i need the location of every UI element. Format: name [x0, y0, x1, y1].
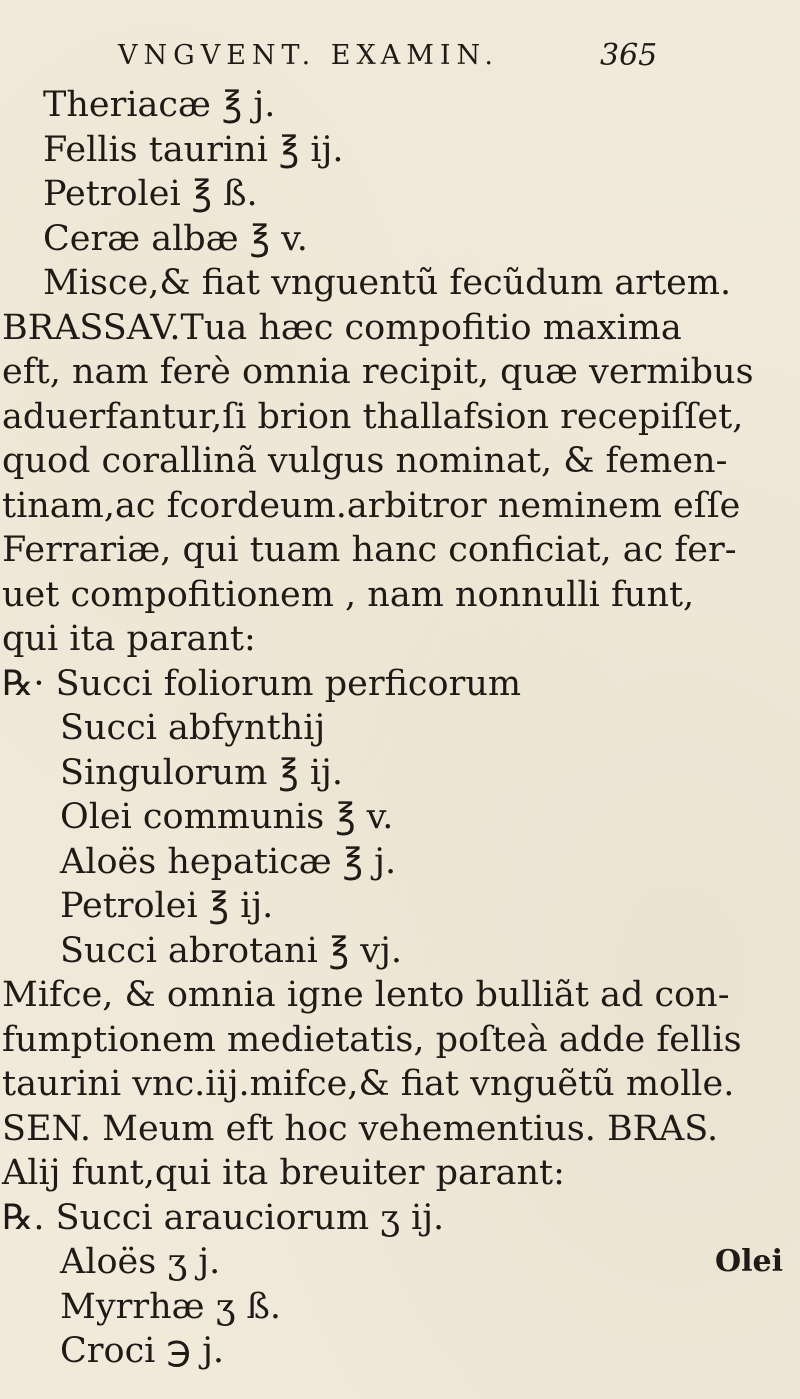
text-line: Aloës hepaticæ ℥ j.	[60, 842, 397, 882]
text-line: BRASSAV.Tua hæc compofitio maxima	[2, 308, 682, 348]
text-line: eft, nam ferè omnia recipit, quæ vermibus	[2, 352, 754, 392]
text-line: qui ita parant:	[2, 619, 256, 659]
text-line: quod corallinã vulgus nominat, & femen-	[2, 441, 728, 481]
text-line: aduerfantur,ſi brion thallafsion recepiſſet,	[2, 397, 744, 437]
text-line: taurini vnc.iij.mifce,& fiat vnguẽtũ molle.	[2, 1064, 735, 1104]
text-line: tinam,ac fcordeum.arbitror neminem eſſe	[2, 486, 741, 526]
text-line: Mifce, & omnia igne lento bulliãt ad con-	[2, 975, 730, 1015]
text-line: Theriacæ ℥ j.	[43, 85, 276, 125]
text-line: Olei communis ℥ v.	[60, 797, 394, 837]
page-number: 365	[600, 38, 658, 73]
text-line: Succi abfynthij	[60, 708, 326, 748]
text-line: Petrolei ℥ ß.	[43, 174, 258, 214]
text-line: Singulorum ℥ ij.	[60, 753, 344, 793]
running-head: VNGVENT. EXAMIN.	[118, 40, 499, 71]
text-line: Petrolei ℥ ij.	[60, 886, 274, 926]
text-line: ℞· Succi foliorum perficorum	[2, 664, 522, 704]
text-line: Alij funt,qui ita breuiter parant:	[2, 1153, 565, 1193]
text-line: Myrrhæ ʒ ß.	[60, 1287, 282, 1327]
text-line: Succi abrotani ℥ vj.	[60, 931, 403, 971]
text-line: SEN. Meum eft hoc vehementius. BRAS.	[2, 1109, 719, 1149]
text-line: fumptionem medietatis, poſteà adde fellis	[2, 1020, 742, 1060]
text-line: Aloës ʒ j.	[60, 1242, 221, 1282]
text-line: Ceræ albæ ℥ v.	[43, 219, 308, 259]
text-line: uet compofitionem , nam nonnulli funt,	[2, 575, 695, 615]
text-line: ℞. Succi arauciorum ʒ ij.	[2, 1198, 445, 1238]
text-line: Fellis taurini ℥ ij.	[43, 130, 344, 170]
text-line: Misce,& fiat vnguentũ fecũdum artem.	[43, 263, 732, 303]
text-line: Croci ℈ j.	[60, 1331, 225, 1371]
catchword: Olei	[715, 1244, 784, 1279]
text-line: Ferrariæ, qui tuam hanc conficiat, ac fer-	[2, 530, 737, 570]
